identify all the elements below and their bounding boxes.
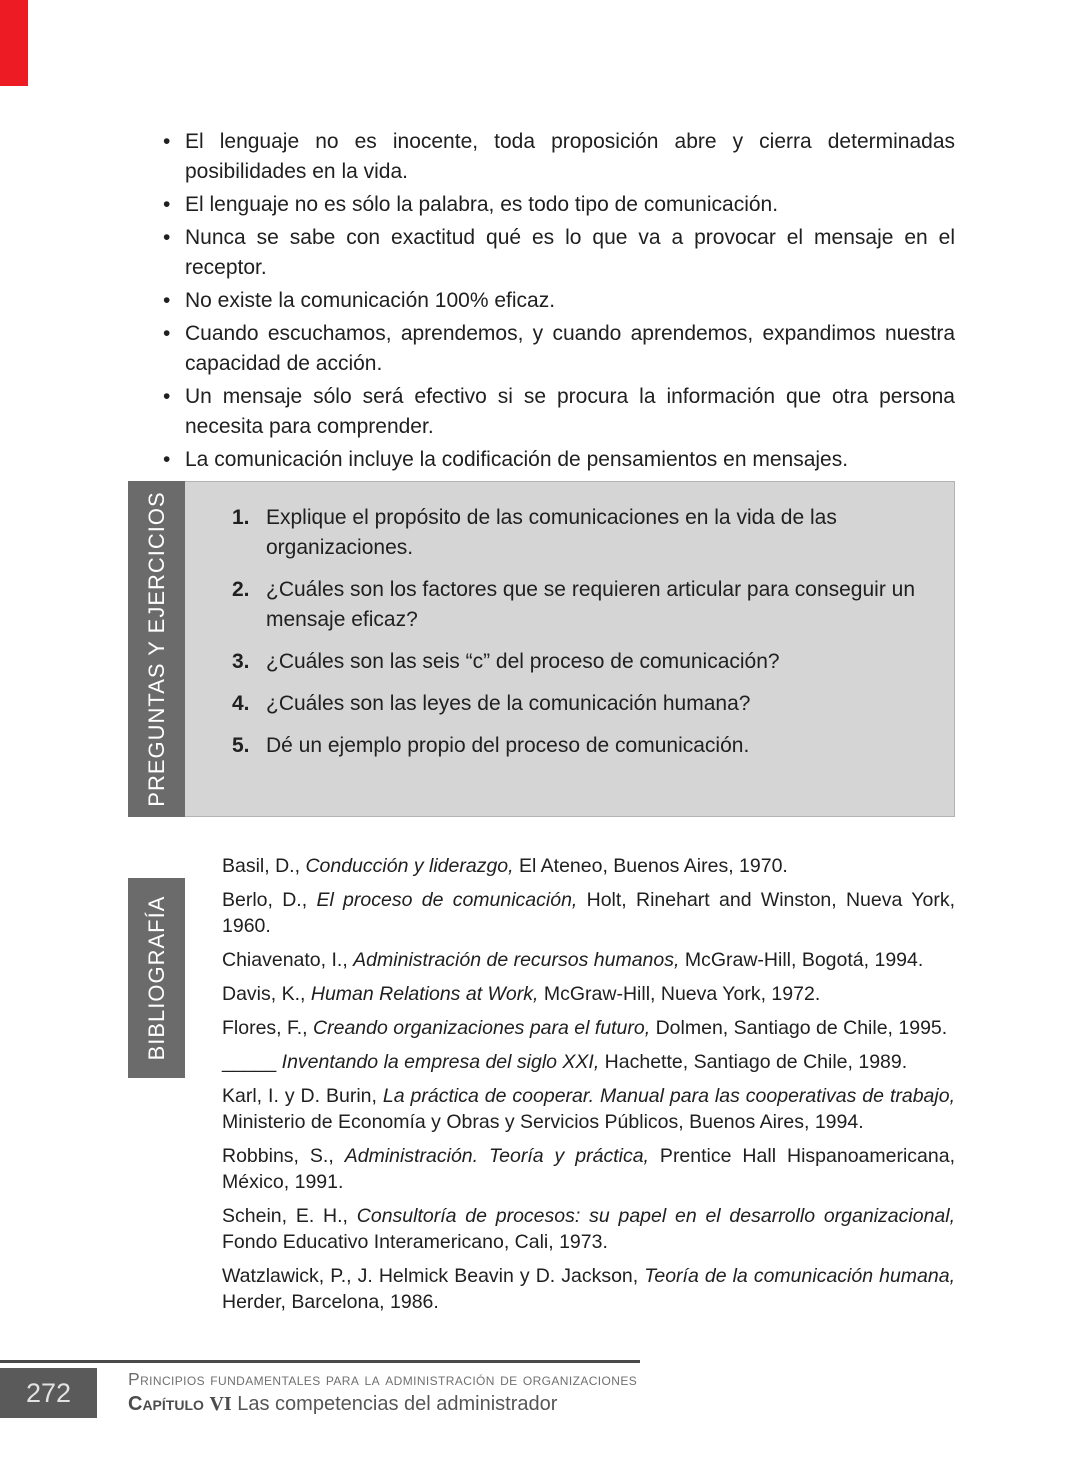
- question-text: Dé un ejemplo propio del proceso de comunicación.: [266, 734, 750, 757]
- questions-sidebar-label: PREGUNTAS Y EJERCICIOS: [143, 491, 169, 807]
- bibliography-entry: [222, 1015, 955, 1041]
- work-title: El proceso de comunicación,: [316, 889, 578, 911]
- entry-text: Prentice Hall Hispanoamericana, México, 1991.: [222, 1145, 956, 1193]
- question-text: ¿Cuáles son los factores que se requieren articular para conseguir un mensaje eficaz?: [266, 578, 916, 631]
- work-title: La práctica de cooperar. Manual para las cooperativas de trabajo,: [382, 1085, 955, 1107]
- question-number: 5.: [232, 734, 250, 757]
- bullet-item: [158, 445, 955, 475]
- bibliography-entry: [222, 1263, 955, 1315]
- footer-divider: [0, 1360, 640, 1363]
- question-item: [232, 575, 926, 635]
- red-corner-tab: [0, 0, 28, 86]
- question-number: 3.: [232, 650, 250, 673]
- bibliography-section: [128, 853, 955, 1323]
- question-item: [232, 689, 926, 719]
- bibliography-entry: [222, 887, 955, 939]
- question-number: 2.: [232, 578, 250, 601]
- entry-text: Dolmen, Santiago de Chile, 1995.: [650, 1017, 948, 1039]
- bibliography-entry: [222, 1203, 955, 1255]
- bullet-text: No existe la comunicación 100% eficaz.: [185, 289, 556, 312]
- entry-text: Herder, Barcelona, 1986.: [222, 1291, 439, 1313]
- entry-text: Karl, I. y D. Burin,: [222, 1085, 383, 1107]
- bullet-glyph: •: [163, 130, 171, 153]
- bullet-text: Un mensaje sólo será efectivo si se procura la información que otra persona necesita para comprender.: [185, 385, 955, 438]
- bibliography-entry: [222, 853, 955, 879]
- page-content: [128, 127, 955, 1323]
- bibliography-entry: [222, 947, 955, 973]
- entry-text: Basil, D.,: [222, 855, 306, 877]
- bibliography-entry: [222, 1083, 955, 1135]
- entry-text: Berlo, D.,: [222, 889, 317, 911]
- footer-chapter-title: Las competencias del administrador: [237, 1393, 558, 1415]
- question-number: 4.: [232, 692, 250, 715]
- bullet-text: Cuando escuchamos, aprendemos, y cuando aprendemos, expandimos nuestra capacidad de acción.: [185, 322, 955, 375]
- bullet-item: [158, 286, 955, 316]
- bullet-glyph: •: [163, 385, 171, 408]
- question-text: ¿Cuáles son las seis “c” del proceso de comunicación?: [266, 650, 780, 673]
- entry-text: El Ateneo, Buenos Aires, 1970.: [513, 855, 788, 877]
- entry-text: Flores, F.,: [222, 1017, 314, 1039]
- entry-text: McGraw-Hill, Nueva York, 1972.: [538, 983, 821, 1005]
- bullet-text: El lenguaje no es inocente, toda proposición abre y cierra determinadas posibilidades en la vida.: [185, 130, 955, 183]
- work-title: Administración. Teoría y práctica,: [344, 1145, 649, 1167]
- work-title: Administración de recursos humanos,: [353, 949, 680, 971]
- bullet-glyph: •: [163, 226, 171, 249]
- bibliography-entry: [222, 981, 955, 1007]
- work-title: Consultoría de procesos: su papel en el desarrollo organizacional,: [356, 1205, 956, 1227]
- footer-chapter-line: [128, 1391, 637, 1418]
- bullet-text: Nunca se sabe con exactitud qué es lo que va a provocar el mensaje en el receptor.: [185, 226, 955, 279]
- bibliography-entry: [222, 1049, 955, 1075]
- entry-text: Fondo Educativo Interamericano, Cali, 1973.: [222, 1231, 608, 1253]
- footer-chapter-number: VI: [209, 1393, 232, 1415]
- bullet-glyph: •: [163, 193, 171, 216]
- footer: [128, 1367, 637, 1418]
- entry-text: Holt, Rinehart and Winston, Nueva York, 1960.: [222, 889, 955, 937]
- entry-text: Robbins, S.,: [222, 1145, 345, 1167]
- footer-chapter-label: Capítulo: [128, 1393, 204, 1415]
- question-number: 1.: [232, 506, 250, 529]
- entry-text: Hachette, Santiago de Chile, 1989.: [599, 1051, 908, 1073]
- work-title: Creando organizaciones para el futuro,: [313, 1017, 651, 1039]
- bullet-text: La comunicación incluye la codificación de pensamientos en mensajes.: [185, 448, 849, 471]
- bullet-item: [158, 223, 955, 283]
- entry-text: _____: [222, 1051, 282, 1073]
- page-number-badge: [0, 1368, 97, 1418]
- work-title: Inventando la empresa del siglo XXI,: [281, 1051, 600, 1073]
- bullet-list: [158, 127, 955, 475]
- question-text: ¿Cuáles son las leyes de la comunicación humana?: [266, 692, 751, 715]
- bibliography-entry: [222, 1143, 955, 1195]
- bullet-glyph: •: [163, 289, 171, 312]
- bullet-item: [158, 382, 955, 442]
- bullet-item: [158, 319, 955, 379]
- bullet-item: [158, 190, 955, 220]
- questions-body: [185, 481, 955, 817]
- bullet-glyph: •: [163, 448, 171, 471]
- bullet-item: [158, 127, 955, 187]
- work-title: Conducción y liderazgo,: [305, 855, 514, 877]
- questions-sidebar: [128, 481, 185, 817]
- entry-text: Chiavenato, I.,: [222, 949, 354, 971]
- bibliography-sidebar: [128, 878, 185, 1078]
- page-number: 272: [25, 1377, 72, 1408]
- question-item: [232, 647, 926, 677]
- entry-text: Watzlawick, P., J. Helmick Beavin y D. Jackson,: [222, 1265, 645, 1287]
- entry-text: Ministerio de Economía y Obras y Servicios Públicos, Buenos Aires, 1994.: [222, 1111, 864, 1133]
- entry-text: Davis, K.,: [222, 983, 311, 1005]
- footer-book-title: Principios fundamentales para la administración de organizaciones: [128, 1369, 638, 1389]
- bibliography-sidebar-column: [128, 853, 185, 1323]
- bullet-text: El lenguaje no es sólo la palabra, es todo tipo de comunicación.: [185, 193, 779, 216]
- question-text: Explique el propósito de las comunicaciones en la vida de las organizaciones.: [266, 506, 837, 559]
- work-title: Human Relations at Work,: [310, 983, 539, 1005]
- bibliography-sidebar-label: BIBLIOGRAFÍA: [143, 895, 169, 1061]
- questions-box: [128, 481, 955, 817]
- bullet-glyph: •: [163, 322, 171, 345]
- work-title: Teoría de la comunicación humana,: [644, 1265, 955, 1287]
- entry-text: Schein, E. H.,: [222, 1205, 357, 1227]
- entry-text: McGraw-Hill, Bogotá, 1994.: [679, 949, 924, 971]
- question-item: [232, 731, 926, 761]
- bibliography-entries: [222, 853, 955, 1323]
- question-item: [232, 503, 926, 563]
